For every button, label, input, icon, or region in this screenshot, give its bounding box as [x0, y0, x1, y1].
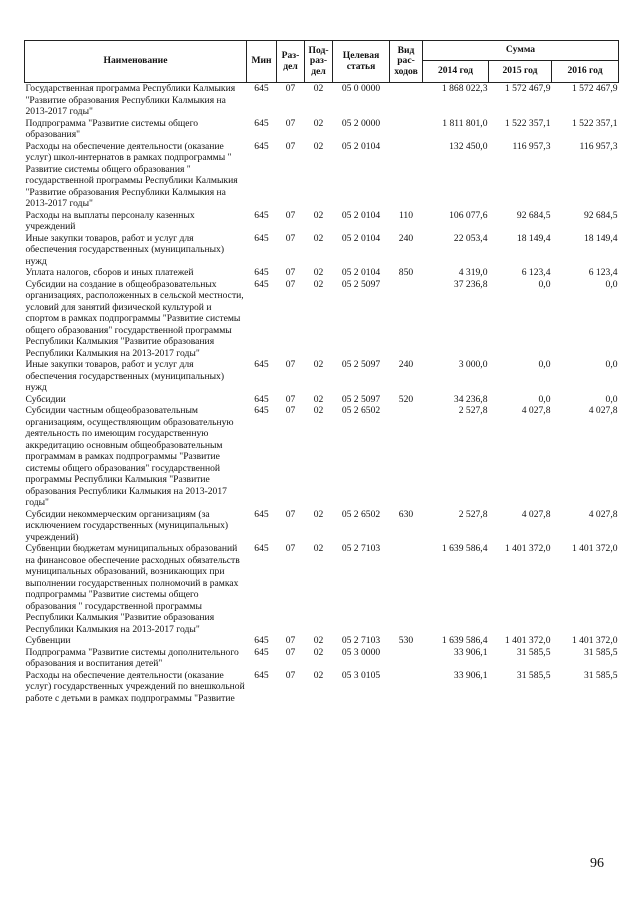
cell-name: Иные закупки товаров, работ и услуг для обеспечения государственных (муниципальных) нужд — [25, 359, 225, 393]
cell-name: Расходы на обеспечение деятельности (оказание услуг) школ-интернатов в рамках подпрограммы " Развитие системы общего образования " государственной программы Республики Калмыкия "Развитие образования Республики Калмыкия на 2013-2017 годы" — [25, 140, 238, 209]
cell-podrazdel: 02 — [313, 117, 324, 129]
cell-y2014: 2 527,8 — [458, 508, 488, 520]
cell-min: 645 — [254, 267, 269, 278]
table-row — [25, 647, 619, 670]
cell-name: Субсидии — [25, 393, 66, 405]
cell-min: 645 — [254, 543, 269, 554]
table-row — [25, 394, 619, 406]
cell-target: 05 2 7103 — [341, 543, 381, 554]
header-target: Целевая статья — [333, 41, 390, 83]
cell-vid: 630 — [398, 508, 414, 520]
cell-vid: 240 — [398, 232, 414, 244]
cell-razdel: 07 — [285, 405, 296, 416]
cell-target: 05 2 0104 — [341, 209, 381, 221]
cell-podrazdel: 02 — [313, 232, 324, 244]
header-sum: Сумма — [423, 41, 619, 61]
cell-y2014: 37 236,8 — [453, 278, 488, 290]
cell-min: 645 — [254, 393, 269, 405]
header-2015: 2015 год — [489, 61, 552, 83]
table-row — [25, 635, 619, 647]
cell-razdel: 07 — [285, 635, 296, 646]
cell-min: 645 — [254, 635, 269, 646]
cell-target: 05 2 0000 — [341, 117, 381, 129]
cell-y2016: 0,0 — [605, 359, 618, 370]
cell-podrazdel: 02 — [313, 140, 324, 152]
cell-target: 05 2 5097 — [341, 278, 381, 290]
cell-target: 05 2 6502 — [341, 508, 381, 520]
cell-podrazdel: 02 — [313, 267, 324, 278]
cell-min: 645 — [254, 278, 269, 290]
cell-target: 05 0 0000 — [341, 83, 381, 94]
cell-y2014: 132 450,0 — [449, 140, 488, 152]
cell-podrazdel: 02 — [313, 83, 324, 94]
cell-vid: 240 — [398, 359, 414, 370]
cell-y2014: 33 906,1 — [453, 646, 488, 658]
cell-podrazdel: 02 — [313, 359, 324, 370]
table-row — [25, 279, 619, 360]
budget-table — [24, 40, 619, 704]
cell-y2016: 4 027,8 — [588, 405, 618, 416]
cell-y2015: 0,0 — [538, 278, 551, 290]
cell-podrazdel: 02 — [313, 393, 324, 405]
cell-y2016: 92 684,5 — [583, 209, 618, 221]
cell-min: 645 — [254, 646, 269, 658]
cell-vid — [390, 670, 423, 705]
cell-name: Субсидии некоммерческим организациям (за исключением государственных (муниципальных) учреждений) — [25, 508, 229, 543]
header-podrazdel: Под- раз- дел — [305, 41, 333, 83]
cell-target: 05 2 0104 — [341, 267, 381, 278]
cell-y2016: 1 401 372,0 — [571, 543, 618, 554]
cell-vid: 520 — [398, 393, 414, 405]
cell-vid — [390, 83, 423, 118]
table-row — [25, 233, 619, 268]
cell-y2016: 1 522 357,1 — [571, 117, 618, 129]
cell-y2016: 1 572 467,9 — [571, 83, 618, 94]
cell-y2015: 0,0 — [538, 393, 551, 405]
cell-podrazdel: 02 — [313, 278, 324, 290]
cell-razdel: 07 — [285, 646, 296, 658]
table-row — [25, 141, 619, 210]
cell-y2014: 33 906,1 — [453, 669, 488, 681]
cell-vid — [390, 141, 423, 210]
cell-name: Подпрограмма "Развитие системы дополнительного образования и воспитания детей" — [25, 646, 239, 669]
table-row — [25, 267, 619, 279]
cell-vid: 110 — [398, 209, 414, 221]
cell-name: Уплата налогов, сборов и иных платежей — [25, 267, 194, 278]
cell-y2014: 1 868 022,3 — [441, 83, 488, 94]
cell-razdel: 07 — [285, 359, 296, 370]
cell-name: Субсидии частным общеобразовательным организациям, осуществляющим образовательную деятельность по имеющим государственную аккредитацию основным общеобразовательным программам в рамках подпрограммы "Развитие системы общего образования" государственной программы Республики Калмыкия "Развитие образования Республики Калмыкия на 2013-2017 годы" — [25, 405, 234, 508]
cell-y2015: 116 957,3 — [512, 140, 551, 152]
cell-podrazdel: 02 — [313, 635, 324, 646]
header-2016: 2016 год — [552, 61, 619, 83]
cell-vid: 850 — [398, 267, 414, 278]
cell-name: Расходы на обеспечение деятельности (оказание услуг) государственных учреждений по внешкольной работе с детьми в рамках подпрограммы "Развитие — [25, 669, 245, 704]
cell-y2014: 22 053,4 — [453, 232, 488, 244]
cell-y2015: 1 572 467,9 — [504, 83, 551, 94]
cell-target: 05 2 5097 — [341, 393, 381, 405]
header-min: Мин — [247, 41, 277, 83]
cell-name: Подпрограмма "Развитие системы общего образования" — [25, 117, 199, 140]
cell-razdel: 07 — [285, 278, 296, 290]
cell-razdel: 07 — [285, 232, 296, 244]
cell-name: Государственная программа Республики Калмыкия "Развитие образования Республики Калмыкия на 2013-2017 годы" — [25, 83, 236, 117]
cell-podrazdel: 02 — [313, 669, 324, 681]
cell-y2016: 31 585,5 — [583, 669, 618, 681]
cell-min: 645 — [254, 508, 269, 520]
cell-y2014: 3 000,0 — [458, 359, 488, 370]
cell-razdel: 07 — [285, 669, 296, 681]
cell-podrazdel: 02 — [313, 209, 324, 221]
cell-name: Субвенции бюджетам муниципальных образований на финансовое обеспечение расходных обязательств муниципальных образований, возникающих при выполнении государственных полномочий в рамках подпрограммы "Развитие системы общего образования " государственной программы Республики Калмыкия "Развитие образования Республики Калмыкия на 2013-2017 годы" — [25, 543, 240, 635]
cell-target: 05 2 0104 — [341, 232, 381, 244]
cell-y2015: 4 027,8 — [521, 508, 551, 520]
cell-name: Субвенции — [25, 635, 71, 646]
table-row — [25, 359, 619, 394]
cell-y2014: 2 527,8 — [458, 405, 488, 416]
cell-y2014: 1 639 586,4 — [441, 543, 488, 554]
cell-vid — [390, 405, 423, 509]
cell-y2016: 31 585,5 — [583, 646, 618, 658]
cell-y2016: 4 027,8 — [588, 508, 618, 520]
cell-y2014: 1 639 586,4 — [441, 635, 488, 646]
cell-min: 645 — [254, 117, 269, 129]
table-body — [25, 83, 619, 705]
cell-y2015: 1 401 372,0 — [504, 543, 551, 554]
cell-vid — [390, 647, 423, 670]
cell-y2014: 34 236,8 — [453, 393, 488, 405]
cell-podrazdel: 02 — [313, 508, 324, 520]
cell-y2015: 4 027,8 — [521, 405, 551, 416]
cell-target: 05 3 0105 — [341, 669, 381, 681]
header-vid: Вид рас- ходов — [390, 41, 423, 83]
cell-razdel: 07 — [285, 267, 296, 278]
cell-y2015: 92 684,5 — [516, 209, 551, 221]
cell-vid — [390, 543, 423, 635]
cell-y2014: 1 811 801,0 — [442, 117, 488, 129]
cell-podrazdel: 02 — [313, 543, 324, 554]
table-row — [25, 405, 619, 509]
cell-min: 645 — [254, 83, 269, 94]
table-row — [25, 509, 619, 544]
cell-vid — [390, 118, 423, 141]
cell-target: 05 2 0104 — [341, 140, 381, 152]
cell-target: 05 2 5097 — [341, 359, 381, 370]
cell-target: 05 2 6502 — [341, 405, 381, 416]
table-row — [25, 543, 619, 635]
page-number: 96 — [590, 856, 604, 871]
cell-razdel: 07 — [285, 543, 296, 554]
cell-razdel: 07 — [285, 508, 296, 520]
cell-min: 645 — [254, 140, 269, 152]
cell-y2016: 0,0 — [605, 278, 618, 290]
cell-min: 645 — [254, 209, 269, 221]
cell-razdel: 07 — [285, 117, 296, 129]
cell-min: 645 — [254, 359, 269, 370]
cell-min: 645 — [254, 232, 269, 244]
cell-y2015: 31 585,5 — [516, 646, 551, 658]
table-row — [25, 83, 619, 118]
cell-y2015: 0,0 — [538, 359, 551, 370]
cell-y2015: 6 123,4 — [521, 267, 551, 278]
cell-y2016: 116 957,3 — [579, 140, 618, 152]
cell-podrazdel: 02 — [313, 646, 324, 658]
cell-y2014: 106 077,6 — [449, 209, 488, 221]
cell-min: 645 — [254, 405, 269, 416]
cell-name: Расходы на выплаты персоналу казенных учреждений — [25, 209, 195, 232]
cell-y2015: 1 401 372,0 — [504, 635, 551, 646]
cell-y2016: 18 149,4 — [583, 232, 618, 244]
cell-y2015: 31 585,5 — [516, 669, 551, 681]
cell-target: 05 3 0000 — [341, 646, 381, 658]
cell-y2016: 6 123,4 — [588, 267, 618, 278]
cell-y2015: 18 149,4 — [516, 232, 551, 244]
cell-name: Иные закупки товаров, работ и услуг для обеспечения государственных (муниципальных) нужд — [25, 232, 225, 267]
cell-y2016: 0,0 — [605, 393, 618, 405]
cell-podrazdel: 02 — [313, 405, 324, 416]
header-2014: 2014 год — [423, 61, 489, 83]
header-name: Наименование — [25, 41, 247, 83]
cell-razdel: 07 — [285, 83, 296, 94]
cell-razdel: 07 — [285, 140, 296, 152]
cell-vid — [390, 279, 423, 360]
cell-y2015: 1 522 357,1 — [504, 117, 551, 129]
cell-min: 645 — [254, 669, 269, 681]
table-row — [25, 118, 619, 141]
cell-vid: 530 — [398, 635, 414, 646]
table-row — [25, 670, 619, 705]
table-row — [25, 210, 619, 233]
cell-target: 05 2 7103 — [341, 635, 381, 646]
cell-y2016: 1 401 372,0 — [571, 635, 618, 646]
header-razdel: Раз- дел — [277, 41, 305, 83]
cell-name: Субсидии на создание в общеобразовательных организациях, расположенных в сельской местности, условий для занятий физической культурой и спортом в рамках подпрограммы "Развитие системы общего образования" государственной программы Республики Калмыкия "Развитие образования Республики Калмыкия на 2013-2017 годы" — [25, 278, 244, 359]
cell-y2014: 4 319,0 — [458, 267, 488, 278]
cell-razdel: 07 — [285, 393, 296, 405]
cell-razdel: 07 — [285, 209, 296, 221]
